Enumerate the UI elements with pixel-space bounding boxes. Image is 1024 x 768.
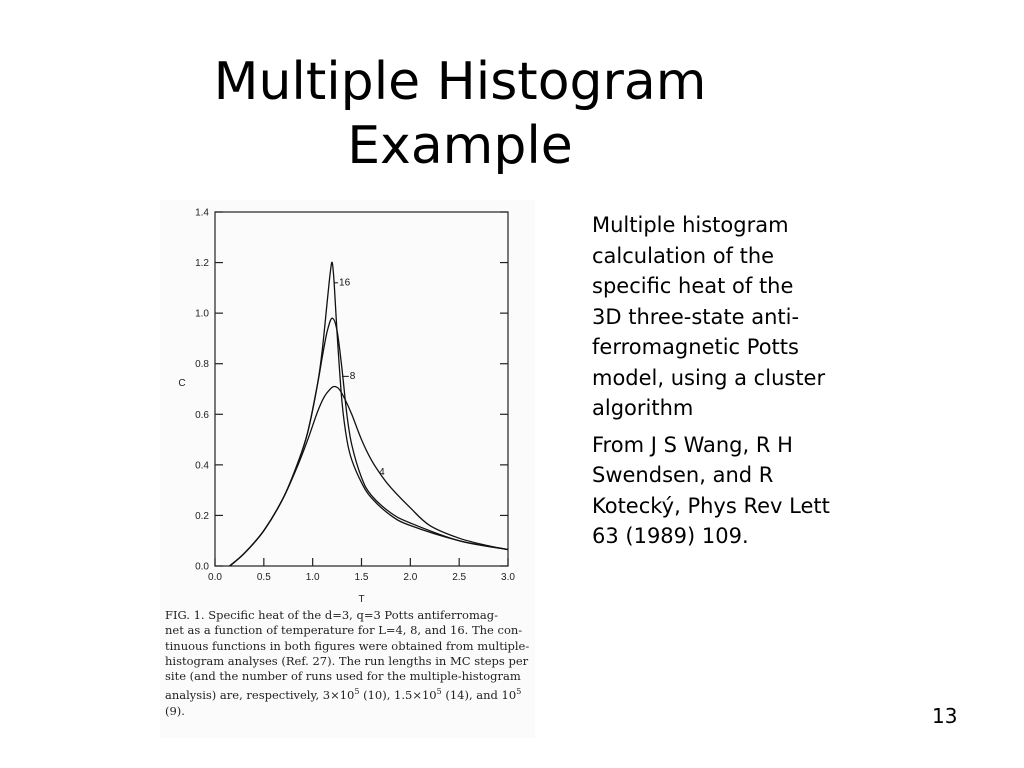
slide-title <box>150 50 770 178</box>
caption-line: FIG. 1. Specific heat of the d=3, q=3 Potts antiferromag- <box>165 608 498 622</box>
description-paragraph <box>592 210 892 424</box>
citation-line: Swendsen, and R <box>592 463 774 487</box>
description-line: ferromagnetic Potts <box>592 335 799 359</box>
figure-panel <box>160 200 535 738</box>
description-line: specific heat of the <box>592 274 794 298</box>
caption-line: histogram analyses (Ref. 27). The run lengths in MC steps per <box>165 653 529 668</box>
caption-line: tinuous functions in both figures were obtained from multiple- <box>165 638 530 653</box>
caption-line: analysis) are, respectively, $3\times 10^5$ (10), $1.5\times 10^5$ (14), and $10^5$ <box>165 687 522 703</box>
title-line-1: Multiple Histogram <box>213 52 707 112</box>
plot-frame <box>215 212 508 566</box>
description-text <box>592 210 892 558</box>
y-tick-label: 0.2 <box>195 510 209 522</box>
citation-line: 63 (1989) 109. <box>592 524 749 548</box>
x-tick-label: 0.5 <box>256 572 271 583</box>
y-tick-label: 1.0 <box>195 308 209 320</box>
page-number: 13 <box>932 704 958 728</box>
curve-label-L4: 4 <box>379 466 385 478</box>
description-line: model, using a cluster <box>592 365 826 390</box>
title-line-2: Example <box>347 116 573 176</box>
y-tick-label: 0.4 <box>195 460 209 472</box>
x-tick-label: 2.0 <box>403 572 418 583</box>
x-tick-label: 1.0 <box>305 572 320 583</box>
citation-line: Kotecký, Phys Rev Lett <box>592 493 830 518</box>
y-axis-label: C <box>178 378 186 389</box>
x-tick-label: 1.5 <box>354 572 369 583</box>
citation-paragraph <box>592 430 892 552</box>
description-line: 3D three-state anti- <box>592 304 800 329</box>
x-tick-label: 0.0 <box>208 572 222 583</box>
curve-label-L16: 16 <box>339 277 351 289</box>
y-tick-label: 0.6 <box>195 409 209 421</box>
y-tick-label: 1.2 <box>195 258 209 270</box>
x-axis-label: T <box>358 594 365 605</box>
curve-L16 <box>230 262 508 566</box>
caption-line: (9). <box>165 703 185 718</box>
y-tick-label: 1.4 <box>195 207 209 219</box>
curve-L4 <box>230 386 508 566</box>
specific-heat-chart <box>160 200 535 610</box>
curve-label-L8: 8 <box>349 370 356 382</box>
figure-caption <box>165 608 535 719</box>
curve-L8 <box>230 318 508 566</box>
description-line: Multiple histogram <box>592 213 789 237</box>
x-tick-label: 3.0 <box>501 572 515 583</box>
caption-line: site (and the number of runs used for the multiple-histogram <box>165 669 521 684</box>
citation-line: From J S Wang, R H <box>592 432 793 457</box>
x-tick-label: 2.5 <box>452 572 467 583</box>
y-tick-label: 0.8 <box>195 359 209 371</box>
description-line: calculation of the <box>592 243 775 268</box>
y-tick-label: 0.0 <box>195 561 209 573</box>
description-line: algorithm <box>592 396 694 420</box>
caption-line: net as a function of temperature for L=4, 8, and 16. The con- <box>165 623 523 638</box>
